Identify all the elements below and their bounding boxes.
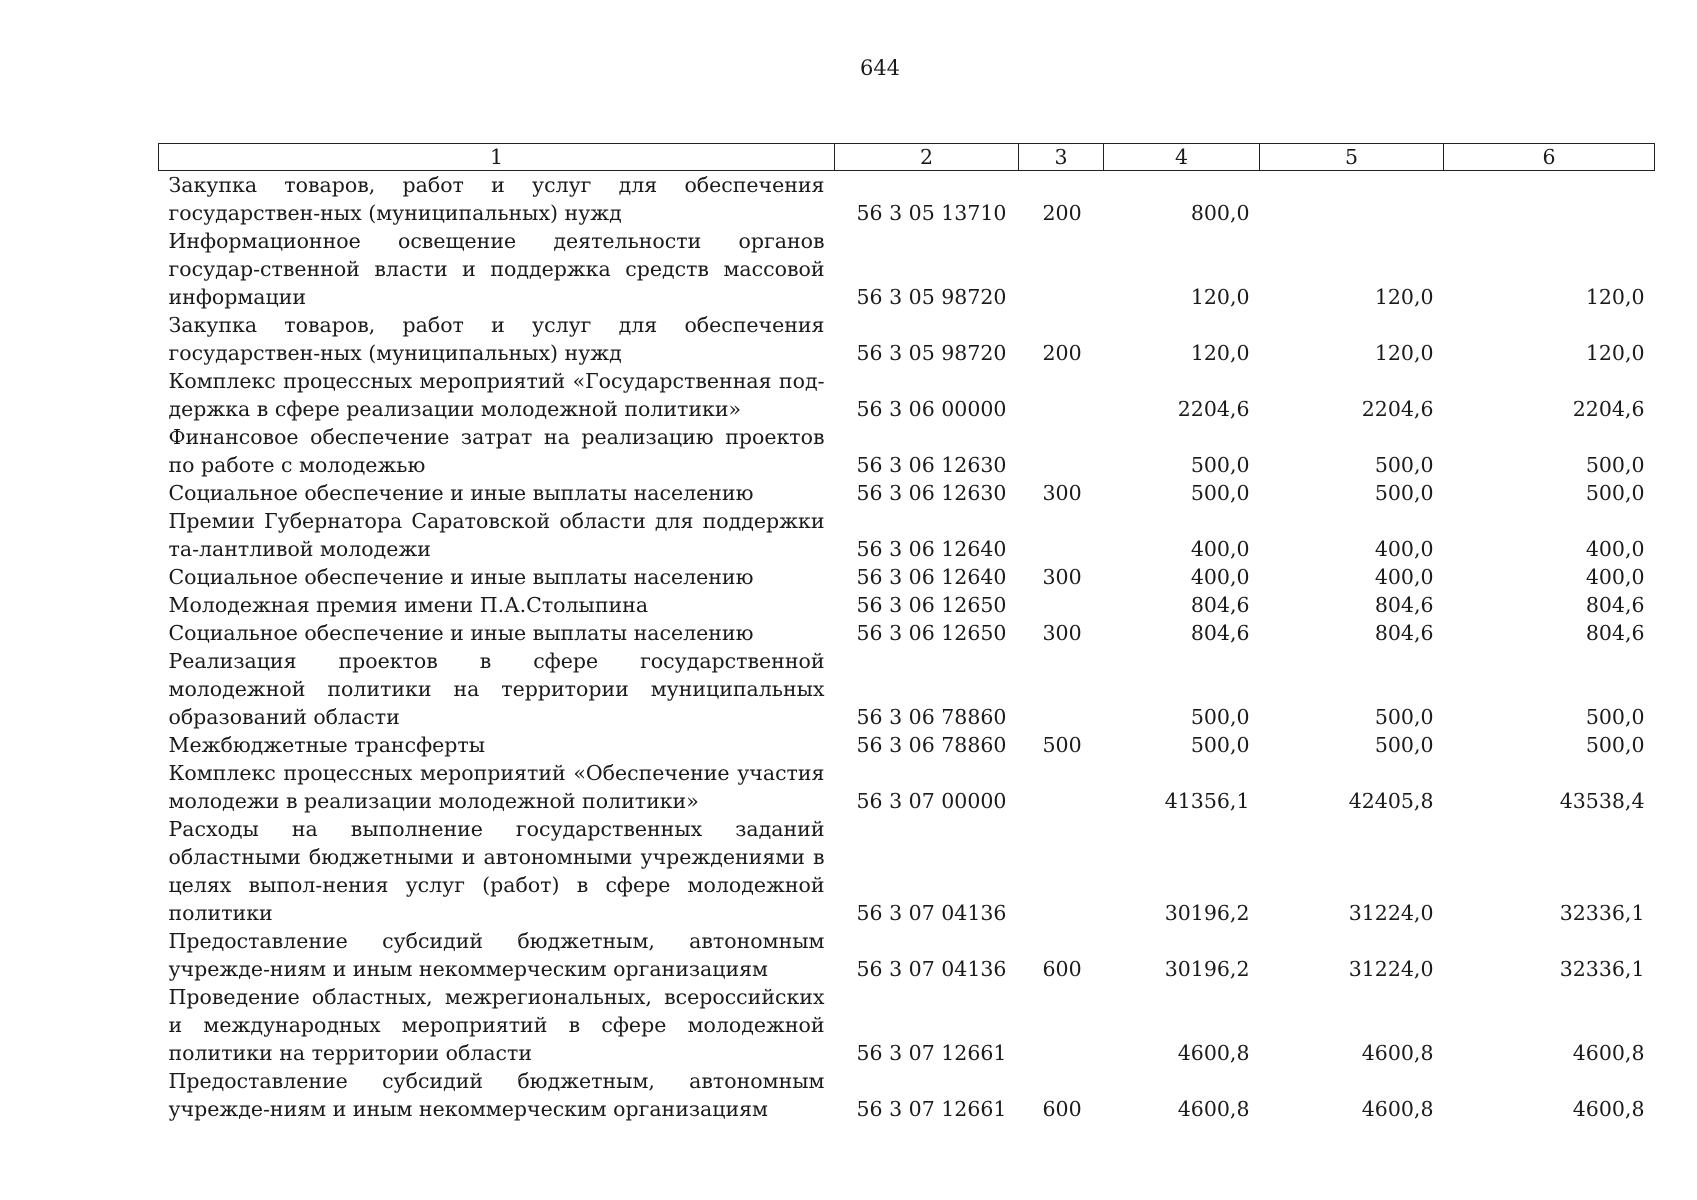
row-value-5: 120,0: [1374, 285, 1434, 309]
table-row: [159, 171, 1655, 228]
table-row: [159, 591, 1655, 619]
row-name: Закупка товаров, работ и услуг для обеспечения государствен-ных (муниципальных) нужд: [168, 313, 825, 365]
row-name: Предоставление субсидий бюджетным, автономным учрежде-ниям и иным некоммерческим организациям: [168, 929, 825, 981]
row-name: Комплекс процессных мероприятий «Государственная под-держка в сфере реализации молодежной политики»: [168, 369, 825, 421]
row-value-5: 31224,0: [1348, 957, 1434, 981]
row-code: 56 3 05 98720: [856, 341, 1007, 365]
row-code: 56 3 07 00000: [856, 789, 1007, 813]
row-value-6: 500,0: [1585, 733, 1645, 757]
row-value-6: 32336,1: [1559, 957, 1645, 981]
table-row: [159, 759, 1655, 815]
row-name: Социальное обеспечение и иные выплаты населению: [168, 621, 754, 645]
row-expense-type: [1019, 507, 1104, 563]
row-value-6: 500,0: [1585, 705, 1645, 729]
table-row: [159, 311, 1655, 367]
row-value-6: 4600,8: [1572, 1097, 1645, 1121]
table-row: [159, 507, 1655, 563]
row-value-6: 804,6: [1585, 621, 1645, 645]
row-name: Закупка товаров, работ и услуг для обеспечения государствен-ных (муниципальных) нужд: [168, 173, 825, 225]
row-value-6: 4600,8: [1572, 1041, 1645, 1065]
row-expense-type: [1019, 647, 1104, 731]
row-value-4: 30196,2: [1164, 901, 1250, 925]
row-value-6: [1444, 171, 1655, 228]
row-value-5: 4600,8: [1361, 1041, 1434, 1065]
row-name: Комплекс процессных мероприятий «Обеспечение участия молодежи в реализации молодежной политики»: [168, 761, 825, 813]
table-row: [159, 367, 1655, 423]
row-expense-type: [1019, 591, 1104, 619]
row-code: 56 3 06 78860: [856, 733, 1007, 757]
row-value-4: 500,0: [1190, 453, 1250, 477]
row-value-4: 400,0: [1190, 537, 1250, 561]
row-value-6: 400,0: [1585, 537, 1645, 561]
row-code: 56 3 05 98720: [856, 285, 1007, 309]
row-code: 56 3 06 12650: [856, 621, 1007, 645]
column-header-1: 1: [159, 144, 835, 171]
row-name: Социальное обеспечение и иные выплаты населению: [168, 565, 754, 589]
row-code: 56 3 07 12661: [856, 1041, 1007, 1065]
row-value-4: 120,0: [1190, 341, 1250, 365]
row-value-4: 800,0: [1190, 201, 1250, 225]
row-code: 56 3 06 12630: [856, 453, 1007, 477]
row-expense-type: 300: [1042, 481, 1082, 505]
row-code: 56 3 06 12640: [856, 565, 1007, 589]
row-expense-type: 200: [1042, 341, 1082, 365]
row-value-4: 400,0: [1190, 565, 1250, 589]
row-value-5: 42405,8: [1348, 789, 1434, 813]
row-name: Проведение областных, межрегиональных, всероссийских и международных мероприятий в сфере молодежной политики на территории области: [168, 985, 825, 1065]
row-value-4: 500,0: [1190, 481, 1250, 505]
row-value-5: 500,0: [1374, 453, 1434, 477]
header-row: [159, 144, 1655, 171]
table-row: [159, 731, 1655, 759]
row-value-5: 400,0: [1374, 565, 1434, 589]
column-header-6: 6: [1444, 144, 1655, 171]
table-row: [159, 563, 1655, 591]
table-row: [159, 423, 1655, 479]
row-value-5: 500,0: [1374, 705, 1434, 729]
row-name: Межбюджетные трансферты: [168, 733, 486, 757]
row-value-5: 2204,6: [1361, 397, 1434, 421]
page-number: 644: [859, 56, 901, 80]
row-code: 56 3 07 04136: [856, 957, 1007, 981]
row-value-5: 400,0: [1374, 537, 1434, 561]
row-name: Предоставление субсидий бюджетным, автономным учрежде-ниям и иным некоммерческим организациям: [168, 1069, 825, 1121]
row-expense-type: [1019, 227, 1104, 311]
row-value-6: 120,0: [1585, 285, 1645, 309]
row-value-4: 2204,6: [1177, 397, 1250, 421]
row-value-4: 30196,2: [1164, 957, 1250, 981]
row-expense-type: 500: [1042, 733, 1082, 757]
row-value-5: 500,0: [1374, 481, 1434, 505]
row-expense-type: 600: [1042, 957, 1082, 981]
table-row: [159, 983, 1655, 1067]
row-value-5: 500,0: [1374, 733, 1434, 757]
table-row: [159, 927, 1655, 983]
table-row: [159, 815, 1655, 927]
column-header-2: 2: [835, 144, 1019, 171]
row-value-6: 804,6: [1585, 593, 1645, 617]
row-expense-type: [1019, 423, 1104, 479]
row-value-4: 4600,8: [1177, 1097, 1250, 1121]
row-expense-type: [1019, 983, 1104, 1067]
row-expense-type: [1019, 815, 1104, 927]
row-value-6: 500,0: [1585, 453, 1645, 477]
row-name: Информационное освещение деятельности органов государ-ственной власти и поддержка средств массовой информации: [168, 229, 825, 309]
row-code: 56 3 05 13710: [856, 201, 1007, 225]
row-expense-type: [1019, 367, 1104, 423]
row-value-4: 4600,8: [1177, 1041, 1250, 1065]
row-value-4: 500,0: [1190, 733, 1250, 757]
row-code: 56 3 06 12650: [856, 593, 1007, 617]
table-row: [159, 619, 1655, 647]
row-code: 56 3 06 12640: [856, 537, 1007, 561]
row-value-6: 500,0: [1585, 481, 1645, 505]
row-expense-type: 600: [1042, 1097, 1082, 1121]
table-row: [159, 479, 1655, 507]
row-code: 56 3 06 78860: [856, 705, 1007, 729]
column-header-3: 3: [1019, 144, 1104, 171]
row-value-5: 804,6: [1374, 621, 1434, 645]
row-value-6: 2204,6: [1572, 397, 1645, 421]
row-name: Реализация проектов в сфере государственной молодежной политики на территории муниципальных образований области: [168, 649, 825, 729]
row-name: Премии Губернатора Саратовской области для поддержки та-лантливой молодежи: [168, 509, 825, 561]
row-expense-type: 200: [1042, 201, 1082, 225]
row-code: 56 3 06 12630: [856, 481, 1007, 505]
column-header-4: 4: [1104, 144, 1260, 171]
row-expense-type: 300: [1042, 565, 1082, 589]
row-expense-type: [1019, 759, 1104, 815]
column-header-5: 5: [1260, 144, 1444, 171]
row-value-6: 120,0: [1585, 341, 1645, 365]
row-value-5: 120,0: [1374, 341, 1434, 365]
row-code: 56 3 07 12661: [856, 1097, 1007, 1121]
row-value-6: 43538,4: [1559, 789, 1645, 813]
row-value-4: 41356,1: [1164, 789, 1250, 813]
budget-table: [158, 143, 1655, 1123]
table-row: [159, 1067, 1655, 1123]
row-value-5: 4600,8: [1361, 1097, 1434, 1121]
row-code: 56 3 07 04136: [856, 901, 1007, 925]
row-name: Молодежная премия имени П.А.Столыпина: [168, 593, 649, 617]
row-value-4: 804,6: [1190, 621, 1250, 645]
table-row: [159, 647, 1655, 731]
row-expense-type: 300: [1042, 621, 1082, 645]
row-value-6: 32336,1: [1559, 901, 1645, 925]
row-value-4: 120,0: [1190, 285, 1250, 309]
row-value-5: 31224,0: [1348, 901, 1434, 925]
row-value-5: [1260, 171, 1444, 228]
row-name: Финансовое обеспечение затрат на реализацию проектов по работе с молодежью: [168, 425, 825, 477]
row-value-5: 804,6: [1374, 593, 1434, 617]
row-code: 56 3 06 00000: [856, 397, 1007, 421]
row-value-6: 400,0: [1585, 565, 1645, 589]
row-value-4: 500,0: [1190, 705, 1250, 729]
row-value-4: 804,6: [1190, 593, 1250, 617]
row-name: Расходы на выполнение государственных заданий областными бюджетными и автономными учреждениями в целях выпол-нения услуг (работ) в сфере молодежной политики: [168, 817, 825, 925]
row-name: Социальное обеспечение и иные выплаты населению: [168, 481, 754, 505]
table-row: [159, 227, 1655, 311]
